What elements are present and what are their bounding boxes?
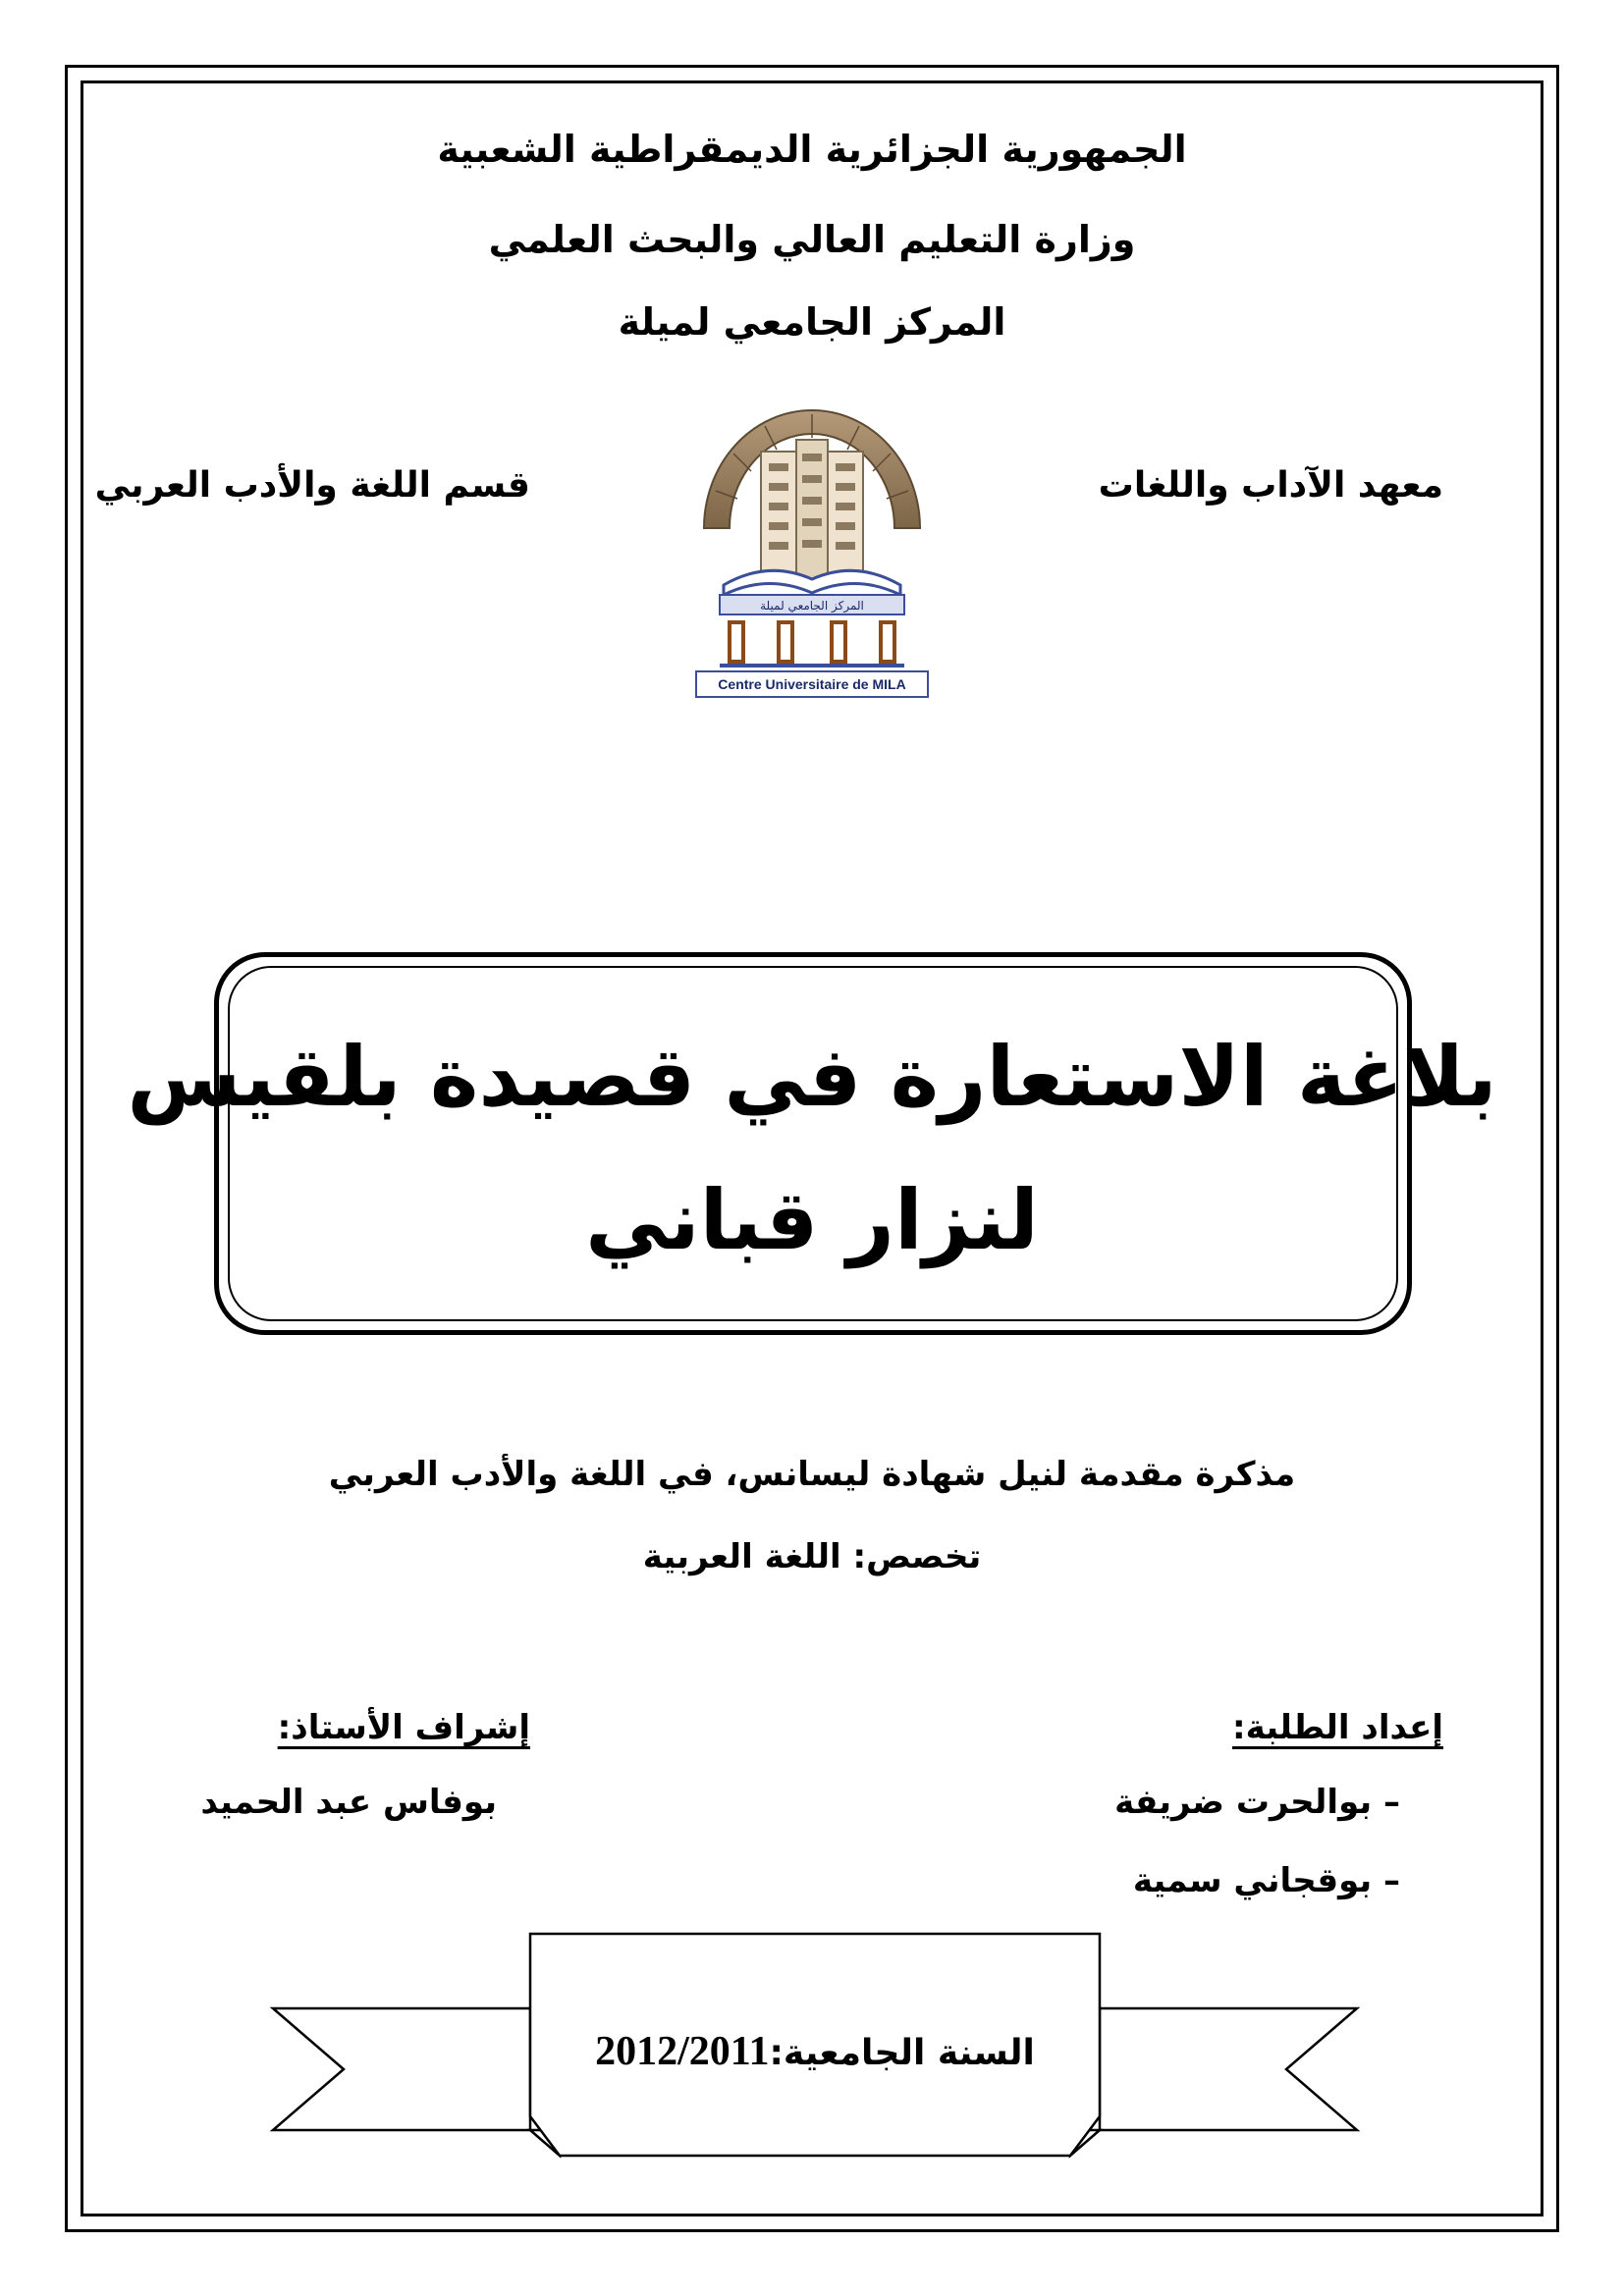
supervisor-name: بوفاس عبد الحميد [200, 1783, 497, 1822]
logo-arabic-text: المركز الجامعي لميلة [760, 599, 864, 613]
student-name: – بوالحرت ضريفة [1114, 1783, 1400, 1822]
header-center: المركز الجامعي لميلة [618, 300, 1006, 344]
institute-label: معهد الآداب واللغات [1098, 465, 1443, 506]
student-name: – بوقجاني سمية [1132, 1861, 1400, 1900]
thesis-title-line2: لنزار قباني [585, 1172, 1039, 1268]
academic-year-label: السنة الجامعية: [769, 2033, 1035, 2073]
department-label: قسم اللغة والأدب العربي [94, 465, 530, 506]
header-republic: الجمهورية الجزائرية الديمقراطية الشعبية [437, 128, 1187, 171]
university-logo [694, 393, 930, 699]
logo-caption: Centre Universitaire de MILA [718, 676, 906, 692]
header-ministry: وزارة التعليم العالي والبحث العلمي [488, 218, 1136, 261]
students-heading: إعداد الطلبة: [1232, 1708, 1443, 1747]
supervisor-heading: إشراف الأستاذ: [277, 1708, 530, 1747]
specialization: تخصص: اللغة العربية [642, 1537, 982, 1576]
thesis-title-line1: بلاغة الاستعارة في قصيدة بلقيس [127, 1029, 1497, 1125]
academic-year [265, 2028, 1365, 2075]
memo-description: مذكرة مقدمة لنيل شهادة ليسانس، في اللغة والأدب العربي [328, 1455, 1296, 1494]
academic-year-value: 2012/2011 [595, 2029, 770, 2074]
